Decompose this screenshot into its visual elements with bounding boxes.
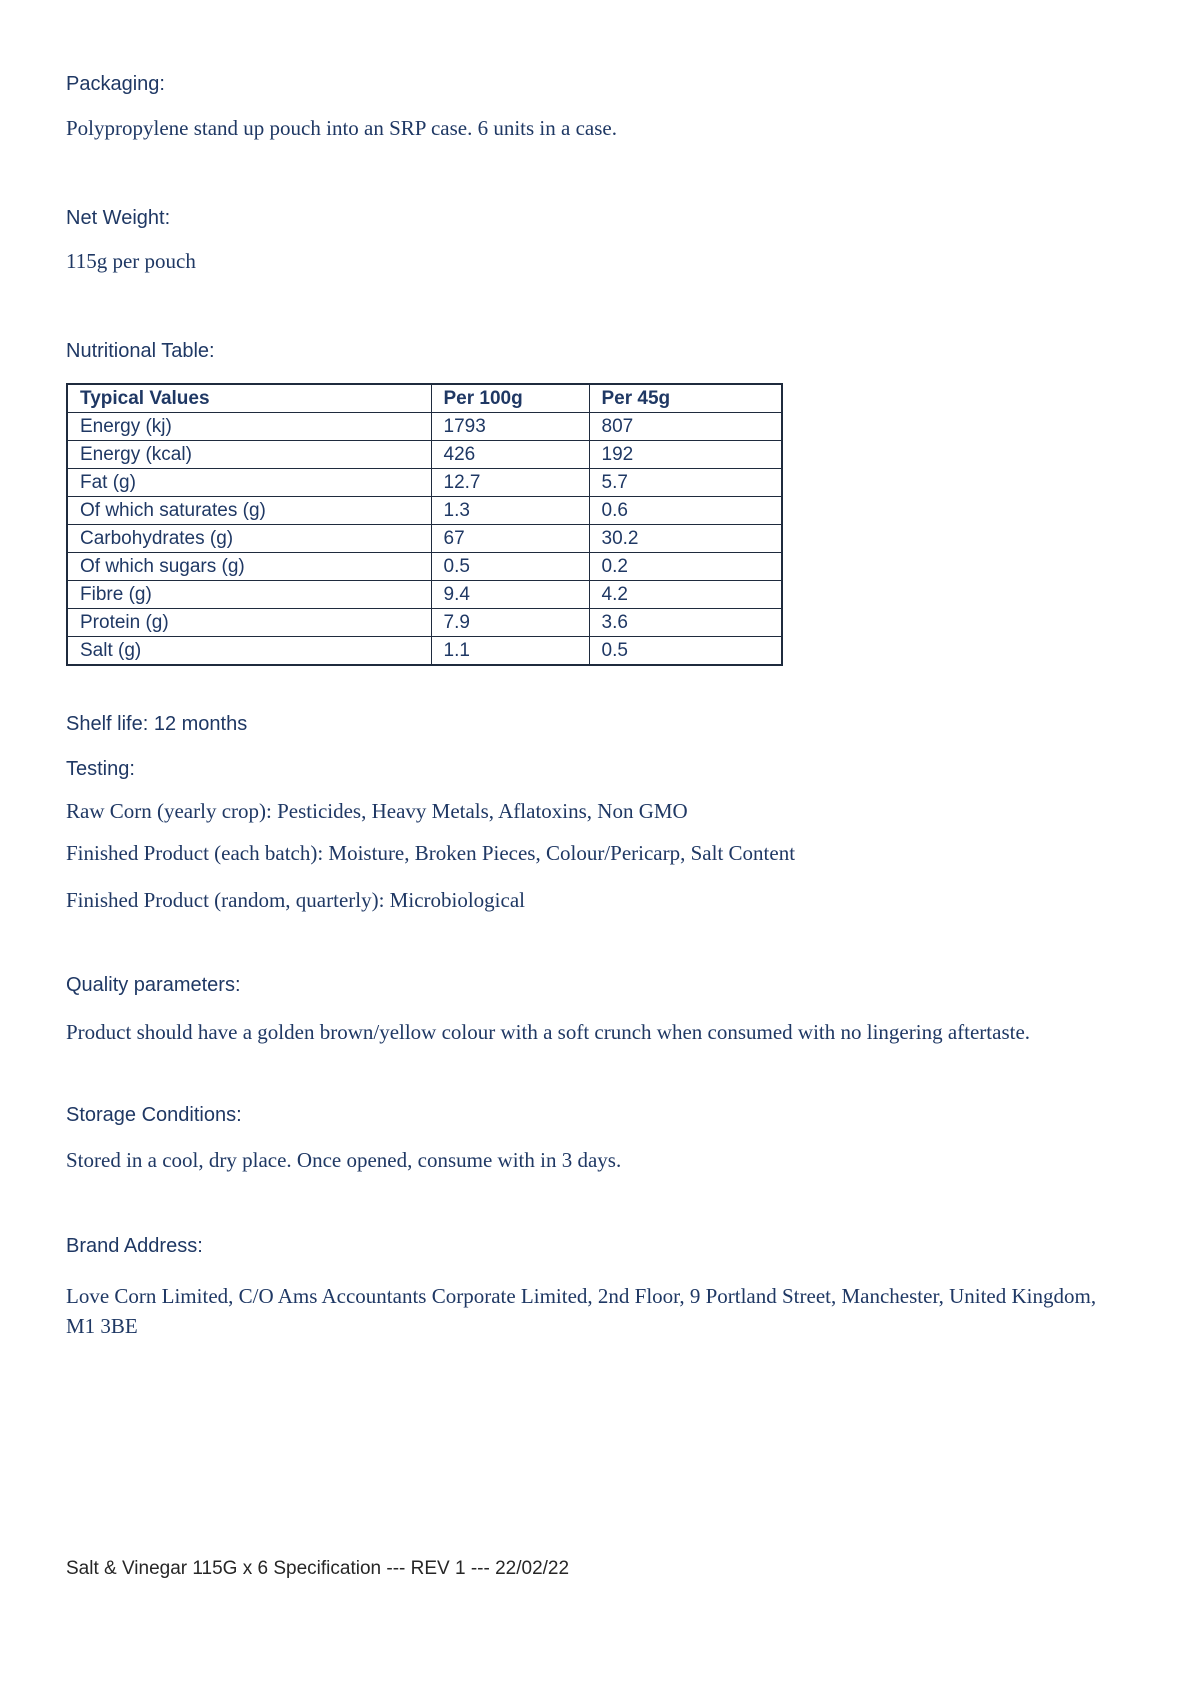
row-per-100g: 1.1: [431, 637, 589, 666]
row-per-45g: 807: [589, 413, 782, 441]
row-label: Of which sugars (g): [67, 553, 431, 581]
nutrition-heading: Nutritional Table:: [66, 340, 215, 362]
row-per-100g: 12.7: [431, 469, 589, 497]
row-per-45g: 3.6: [589, 609, 782, 637]
row-per-100g: 67: [431, 525, 589, 553]
row-per-100g: 426: [431, 441, 589, 469]
storage-body: Stored in a cool, dry place. Once opened, consume with in 3 days.: [66, 1148, 622, 1172]
col-header-per-100g: Per 100g: [431, 384, 589, 413]
table-header-row: [67, 384, 782, 413]
brand-address-heading: Brand Address:: [66, 1235, 203, 1257]
row-label: Fibre (g): [67, 581, 431, 609]
table-row: [67, 609, 782, 637]
row-per-100g: 1.3: [431, 497, 589, 525]
table-row: [67, 553, 782, 581]
row-label: Protein (g): [67, 609, 431, 637]
row-per-45g: 5.7: [589, 469, 782, 497]
row-per-100g: 0.5: [431, 553, 589, 581]
table-row: [67, 469, 782, 497]
col-header-typical-values: Typical Values: [67, 384, 431, 413]
brand-address-body: Love Corn Limited, C/O Ams Accountants Corporate Limited, 2nd Floor, 9 Portland Street, Manchester, United Kingdom, M1 3BE: [66, 1284, 1097, 1338]
row-label: Fat (g): [67, 469, 431, 497]
nutrition-table: [66, 383, 783, 666]
row-per-45g: 0.6: [589, 497, 782, 525]
net-weight-heading: Net Weight:: [66, 207, 171, 229]
table-row: [67, 497, 782, 525]
net-weight-body: 115g per pouch: [66, 249, 196, 273]
storage-heading: Storage Conditions:: [66, 1104, 242, 1126]
table-row: [67, 581, 782, 609]
quality-heading: Quality parameters:: [66, 974, 241, 996]
table-row: [67, 441, 782, 469]
row-label: Energy (kcal): [67, 441, 431, 469]
testing-item-raw-corn: Raw Corn (yearly crop): Pesticides, Heavy Metals, Aflatoxins, Non GMO: [66, 799, 688, 823]
row-per-45g: 4.2: [589, 581, 782, 609]
page-footer: Salt & Vinegar 115G x 6 Specification --- REV 1 --- 22/02/22: [66, 1558, 570, 1579]
table-row: [67, 525, 782, 553]
testing-heading: Testing:: [66, 758, 135, 780]
quality-body: Product should have a golden brown/yellow colour with a soft crunch when consumed with no lingering aftertaste.: [66, 1020, 1031, 1044]
testing-item-finished-batch: Finished Product (each batch): Moisture, Broken Pieces, Colour/Pericarp, Salt Content: [66, 841, 796, 865]
row-per-45g: 30.2: [589, 525, 782, 553]
row-label: Salt (g): [67, 637, 431, 666]
row-per-100g: 7.9: [431, 609, 589, 637]
row-per-45g: 0.2: [589, 553, 782, 581]
shelf-life-text: Shelf life: 12 months: [66, 713, 248, 735]
table-row: [67, 413, 782, 441]
row-label: Of which saturates (g): [67, 497, 431, 525]
row-label: Carbohydrates (g): [67, 525, 431, 553]
row-per-100g: 9.4: [431, 581, 589, 609]
packaging-heading: Packaging:: [66, 73, 165, 95]
row-label: Energy (kj): [67, 413, 431, 441]
row-per-45g: 0.5: [589, 637, 782, 666]
testing-item-finished-random: Finished Product (random, quarterly): Microbiological: [66, 888, 525, 912]
row-per-100g: 1793: [431, 413, 589, 441]
packaging-body: Polypropylene stand up pouch into an SRP case. 6 units in a case.: [66, 116, 617, 140]
row-per-45g: 192: [589, 441, 782, 469]
table-row: [67, 637, 782, 666]
col-header-per-45g: Per 45g: [589, 384, 782, 413]
